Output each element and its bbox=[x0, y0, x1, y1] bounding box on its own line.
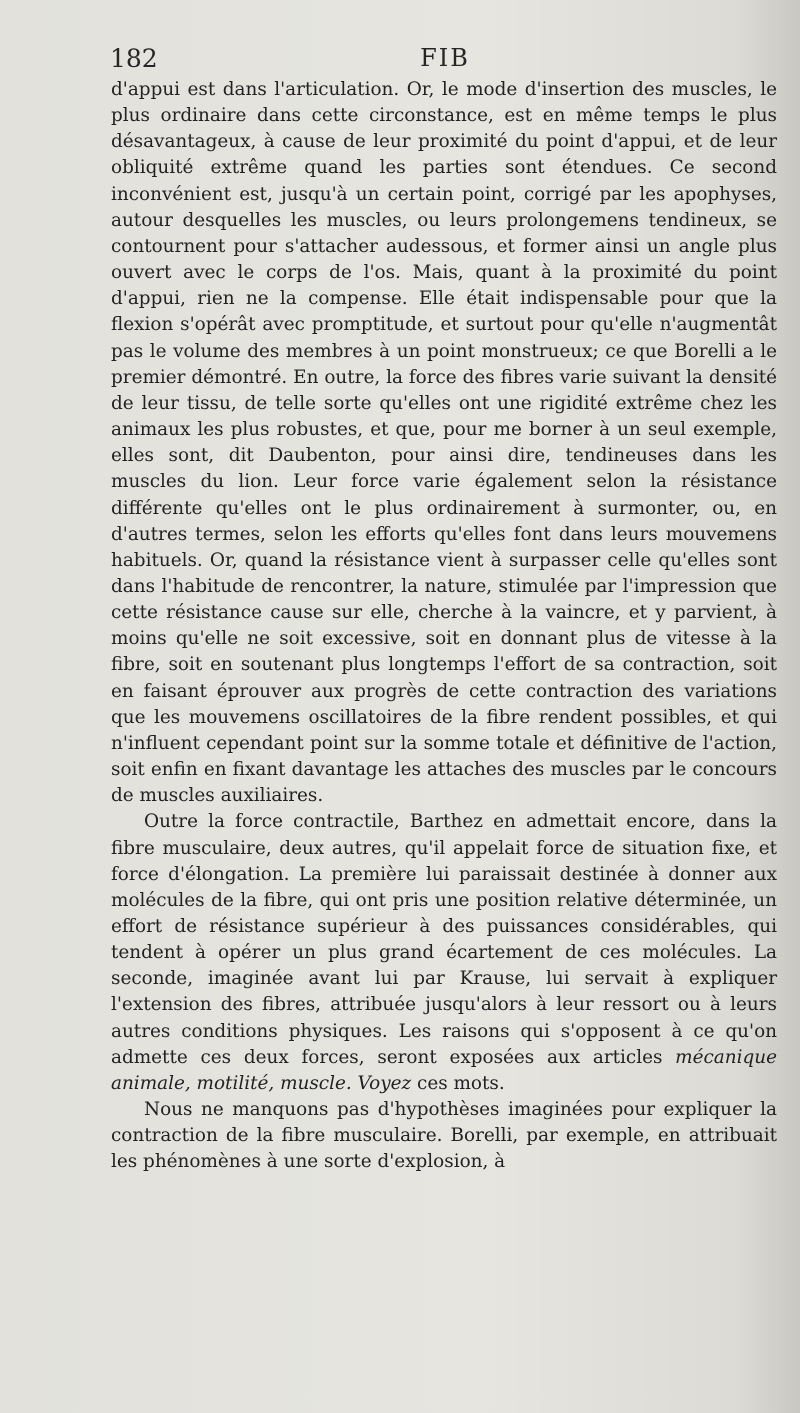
page-number: 182 bbox=[110, 44, 158, 73]
paragraph-hypotheses: Nous ne manquons pas d'hypothèses imaginées pour expliquer la contraction de la fibre musculaire. Borelli, par exemple, en attribuait les phénomènes à une sorte d'explosion, à bbox=[111, 1099, 777, 1173]
paragraph-barthez-end: ces mots. bbox=[411, 1072, 505, 1094]
running-head: FIB bbox=[420, 44, 470, 72]
cross-reference-italic: mécanique animale, motilité, muscle. Voyez bbox=[111, 1046, 777, 1094]
body-text bbox=[111, 77, 777, 1176]
paragraph-barthez bbox=[111, 809, 777, 1097]
paragraph-barthez-text: Outre la force contractile, Barthez en admettait encore, dans la fibre musculaire, deux autres, qu'il appelait force de situation fixe, et force d'élongation. La première lui paraissait destinée à donner aux molécules de la fibre, qui ont pris une position relative déterminée, un effort de résistance supérieur à des puissances considérables, qui tendent à opérer un plus grand écartement de ces molécules. La seconde, imaginée avant lui par Krause, lui servait à expliquer l'extension des fibres, attribuée jusqu'alors à leur ressort ou à leurs autres conditions physiques. Les raisons qui s'opposent à ce qu'on admette ces deux forces, seront exposées aux articles bbox=[111, 811, 777, 1068]
paragraph-continued: d'appui est dans l'articulation. Or, le mode d'insertion des muscles, le plus ordinaire dans cette circonstance, est en même temps le plus désavantageux, à cause de leur proximité du point d'appui, et de leur obliquité extrême quand les parties sont étendues. Ce second inconvénient est, jusqu'à un certain point, corrigé par les apophyses, autour desquelles les muscles, ou leurs prolongemens tendineux, se contournent pour s'attacher audessous, et former ainsi un angle plus ouvert avec le corps de l'os. Mais, quant à la proximité du point d'appui, rien ne la compense. Elle était indispensable pour que la flexion s'opérât avec promptitude, et surtout pour qu'elle n'augmentât pas le volume des membres à un point monstrueux; ce que Borelli a le premier démontré. En outre, la force des fibres varie suivant la densité de leur tissu, de telle sorte qu'elles ont une rigidité extrême chez les animaux les plus robustes, et que, pour me borner à un seul exemple, elles sont, dit Daubenton, pour ainsi dire, tendineuses dans les muscles du lion. Leur force varie également selon la résistance différente qu'elles ont le plus ordinairement à surmonter, ou, en d'autres termes, selon les efforts qu'elles font dans leurs mouvemens habituels. Or, quand la résistance vient à surpasser celle qu'elles sont dans l'habitude de rencontrer, la nature, stimulée par l'impression que cette résistance cause sur elle, cherche à la vaincre, et y parvient, à moins qu'elle ne soit excessive, soit en donnant plus de vitesse à la fibre, soit en soutenant plus longtemps l'effort de sa contraction, soit en faisant éprouver aux progrès de cette contraction des variations que les mouvemens oscillatoires de la fibre rendent possibles, et qui n'influent cependant point sur la somme totale et définitive de l'action, soit enfin en fixant davantage les attaches des muscles par le concours de muscles auxiliaires. bbox=[111, 79, 777, 807]
page-header bbox=[110, 44, 780, 74]
